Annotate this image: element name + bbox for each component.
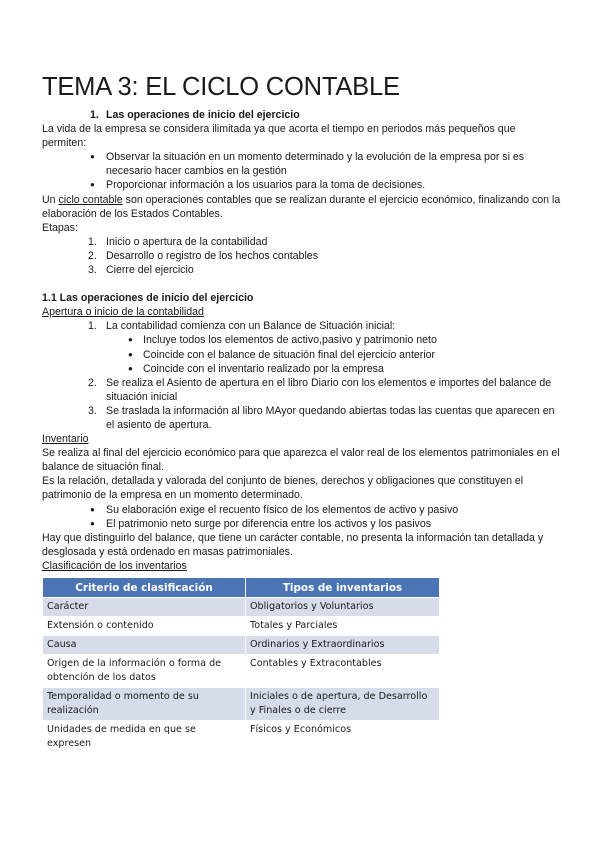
table-row: [43, 617, 440, 636]
apertura-title-text: Apertura o inicio de la contabilidad: [42, 306, 204, 319]
item-text: Se traslada la información al libro MAyor quedando abiertas todas las cuentas que aparecen en el asiento de apertura.: [106, 404, 555, 431]
list-item: [42, 404, 562, 432]
list-item: [42, 263, 562, 277]
item-number: 1.: [88, 235, 97, 248]
item-text: Desarrollo o registro de los hechos contables: [106, 249, 318, 262]
section-heading-text: Las operaciones de inicio del ejercicio: [106, 109, 300, 121]
table-row: [43, 655, 440, 688]
table-cell: Unidades de medida en que se expresen: [43, 721, 246, 754]
intro-paragraph: La vida de la empresa se considera ilimitada ya que acorta el tiempo en periodos más pequeños que permiten:: [42, 123, 516, 150]
clasificacion-table: [42, 577, 440, 754]
table-row: [43, 688, 440, 721]
table-cell: Ordinarios y Extraordinarios: [246, 636, 440, 655]
section-1-1-heading: 1.1 Las operaciones de inicio del ejercicio: [42, 292, 254, 305]
table-cell: Extensión o contenido: [43, 617, 246, 636]
table-header-row: [43, 578, 440, 598]
table-cell: Contables y Extracontables: [246, 655, 440, 688]
list-item: ● Su elaboración exige el recuento físico de los elementos de activo y pasivo: [42, 503, 562, 517]
page-title: TEMA 3: EL CICLO CONTABLE: [42, 73, 400, 101]
apertura-steps-list: [42, 319, 562, 432]
table-row: [43, 636, 440, 655]
table-cell: Carácter: [43, 598, 246, 617]
column-header: Tipos de inventarios: [246, 578, 440, 598]
spacer: [42, 277, 562, 291]
intro-bullet-list: [42, 150, 562, 192]
list-item: [42, 235, 562, 249]
list-item: [42, 376, 562, 404]
column-header: Criterio de clasificación: [43, 578, 246, 598]
item-number: 3.: [88, 404, 97, 417]
table-cell: Causa: [43, 636, 246, 655]
list-item: [42, 319, 562, 375]
item-number: 2.: [88, 249, 97, 262]
list-item: ● Observar la situación en un momento determinado y la evolución de la empresa por si es necesario hacer cambios en la gestión: [42, 150, 562, 178]
item-number: 1.: [88, 320, 97, 333]
list-item: ● Proporcionar información a los usuarios para la toma de decisiones.: [42, 178, 562, 192]
table-cell: Iniciales o de apertura, de Desarrollo y Finales o de cierre: [246, 688, 440, 721]
table-cell: Origen de la información o forma de obtención de los datos: [43, 655, 246, 688]
list-item: ● Incluye todos los elementos de activo,pasivo y patrimonio neto: [42, 333, 562, 347]
inventario-title-text: Inventario: [42, 433, 89, 446]
item-text: La contabilidad comienza con un Balance de Situación inicial:: [106, 320, 396, 333]
sub-bullet-list: [42, 333, 562, 375]
def-prefix: Un: [42, 193, 59, 206]
def-term: ciclo contable: [58, 193, 123, 206]
item-number: 2.: [88, 376, 97, 389]
list-item: [42, 249, 562, 263]
item-number: 3.: [88, 264, 97, 277]
item-text: Cierre del ejercicio: [106, 264, 194, 277]
table-cell: Obligatorios y Voluntarios: [246, 598, 440, 617]
clasificacion-title: [42, 559, 562, 573]
item-text: Se realiza el Asiento de apertura en el libro Diario con los elementos e importes del balance de situación inicial: [106, 376, 552, 403]
table-row: [43, 721, 440, 754]
section-number: 1.: [90, 109, 99, 121]
def-rest: son operaciones contables que se realizan durante el ejercicio económico, finalizando con la elaboración de los Estados Contables.: [42, 193, 561, 220]
list-item: ● Coincide con el inventario realizado por la empresa: [42, 362, 562, 376]
table-row: [43, 598, 440, 617]
inventario-bullet-list: [42, 503, 562, 531]
inventario-paragraph-1: Se realiza al final del ejercicio económico para que aparezca el valor real de los elementos patrimoniales en el balance de situación final.: [42, 447, 560, 474]
inventario-paragraph-3: Hay que distinguirlo del balance, que tiene un carácter contable, no presenta la información tan detallada y desglosada y está ordenado en masas patrimoniales.: [42, 531, 544, 558]
list-item: ● El patrimonio neto surge por diferencia entre los activos y los pasivos: [42, 517, 562, 531]
etapas-list: [42, 235, 562, 277]
table-cell: Totales y Parciales: [246, 617, 440, 636]
inventario-title: [42, 432, 562, 446]
ciclo-definition: [42, 193, 562, 221]
clasificacion-title-text: Clasificación de los inventarios: [42, 559, 187, 572]
section-1-heading: [42, 108, 562, 122]
document-body: [42, 108, 562, 754]
inventario-paragraph-2: Es la relación, detallada y valorada del conjunto de bienes, derechos y obligaciones que constituyen el patrimonio de la empresa en un momento determinado.: [42, 475, 524, 502]
etapas-label: Etapas:: [42, 221, 78, 234]
table-cell: Temporalidad o momento de su realización: [43, 688, 246, 721]
apertura-title: [42, 305, 562, 319]
table-cell: Físicos y Económicos: [246, 721, 440, 754]
list-item: ● Coincide con el balance de situación final del ejercicio anterior: [42, 348, 562, 362]
item-text: Inicio o apertura de la contabilidad: [106, 235, 268, 248]
